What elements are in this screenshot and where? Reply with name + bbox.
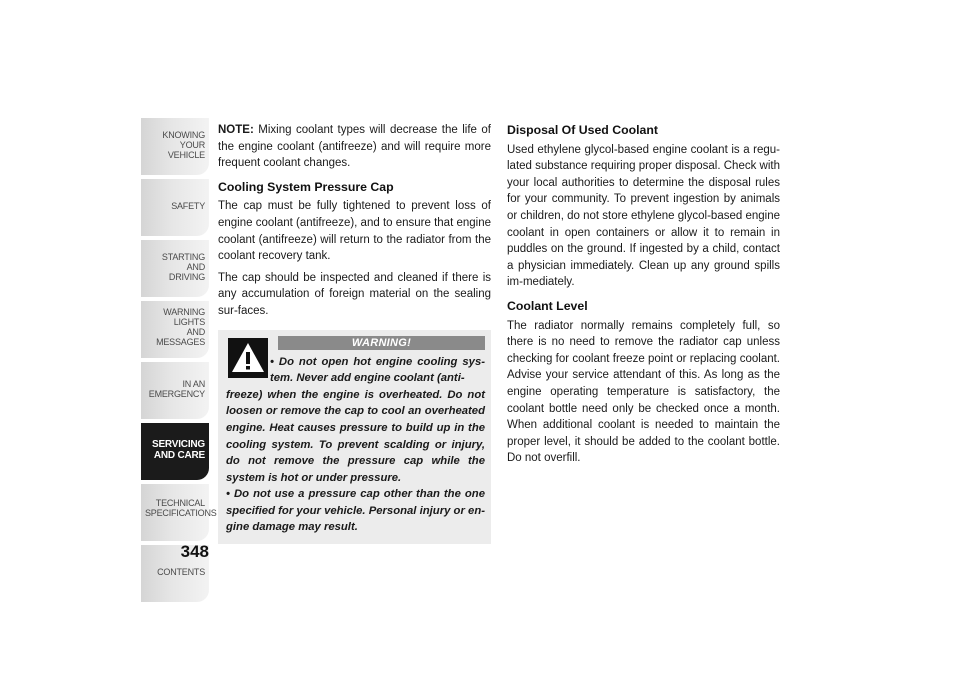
tab-label: SAFETY (171, 201, 205, 211)
paragraph: The cap should be inspected and cleaned if there is any accumulation of foreign material on the sealing sur-faces. (218, 271, 491, 317)
heading-disposal: Disposal Of Used Coolant (507, 123, 658, 137)
tab-starting-and-driving[interactable] (141, 240, 209, 297)
warning-triangle-icon (228, 338, 268, 378)
warning-box (218, 330, 491, 545)
note-text: Mixing coolant types will decrease the life of the engine coolant (antifreeze) and will require more frequent coolant changes. (218, 124, 491, 170)
tab-label: CONTENTS (157, 567, 205, 577)
tab-knowing-your-vehicle[interactable] (141, 118, 209, 175)
note-label: NOTE: (218, 124, 254, 136)
tab-label: KNOWING YOUR VEHICLE (162, 130, 205, 160)
tab-label: TECHNICAL SPECIFICATIONS (145, 498, 217, 518)
section-tabs (141, 118, 217, 606)
warning-bullet-continued: freeze) when the engine is overheated. Do not loosen or remove the cap to cool an overheated engine. Heat causes pressure to build up in the cooling system. To prevent scalding or injury, do not remove the pressure cap while the system is hot or under pressure. (226, 388, 485, 484)
warning-bullet: • Do not use a pressure cap other than the one specified for your vehicle. Personal injury or en-gine damage may result. (226, 488, 485, 534)
paragraph: The cap must be fully tightened to prevent loss of engine coolant (antifreeze), and to ensure that engine coolant (antifreeze) will return to the radiator from the coolant recovery tank. (218, 200, 491, 263)
tab-technical-specifications[interactable] (141, 484, 217, 541)
heading-pressure-cap: Cooling System Pressure Cap (218, 179, 394, 194)
tab-label: SERVICING AND CARE (151, 439, 205, 461)
tab-warning-lights-and-messages[interactable] (141, 301, 209, 358)
heading-coolant-level: Coolant Level (507, 298, 588, 313)
warning-body (226, 354, 485, 537)
warning-bullet: • Do not open hot engine cooling sys-tem. Never add engine coolant (anti- (270, 355, 485, 385)
right-column (507, 122, 780, 472)
tab-in-an-emergency[interactable] (141, 362, 209, 419)
tab-label: IN AN EMERGENCY (148, 379, 205, 399)
left-column (218, 122, 491, 544)
paragraph: Used ethylene glycol-based engine coolant is a regu-lated substance requiring proper disposal. Check with your local authorities to determine the disposal rules for your community. To prevent ingestion by animals or children, do not store ethylene glycol-based engine coolant in open containers or allow it to remain in puddles on the ground. If ingested by a child, contact a physician immediately. Clean up any ground spills im-mediately. (507, 143, 780, 289)
note-paragraph (218, 122, 491, 172)
paragraph: The radiator normally remains completely full, so there is no need to remove the radiator cap unless checking for coolant freeze point or replacing coolant. Advise your service attendant of this. As long as the engine operating temperature is satisfactory, the coolant bottle need only be checked once a month. When additional coolant is needed to maintain the proper level, it should be added to the coolant bottle. Do not overfill. (507, 319, 780, 465)
page-number: 348 (180, 542, 209, 561)
tab-label: WARNING LIGHTS AND MESSAGES (156, 307, 205, 347)
tab-safety[interactable] (141, 179, 209, 236)
tab-label: STARTING AND DRIVING (161, 252, 205, 282)
warning-title: WARNING! (278, 336, 485, 350)
tab-servicing-and-care[interactable] (141, 423, 209, 480)
